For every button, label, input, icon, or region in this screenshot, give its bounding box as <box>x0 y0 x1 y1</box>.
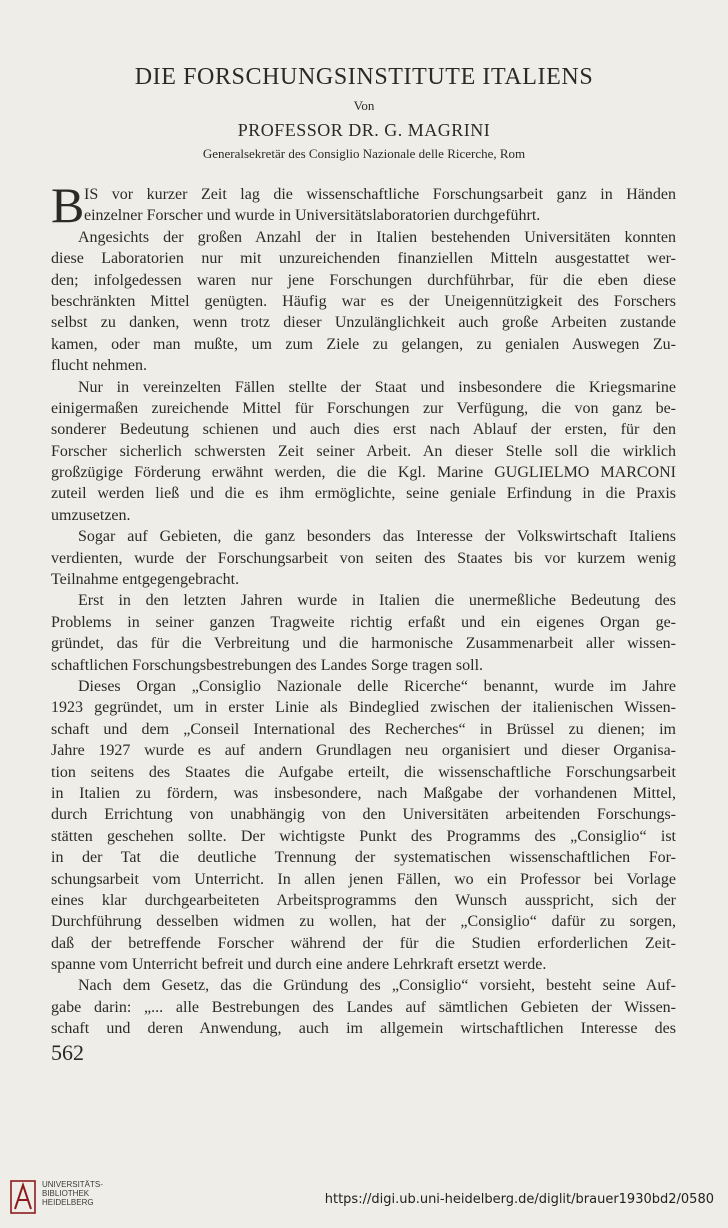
text-line: kamen, oder man mußte, um zum Ziele zu gelangen, zu genialen Auswegen Zu- <box>51 335 676 353</box>
text-line: Dieses Organ „Consiglio Nazionale delle Ricerche“ benannt, wurde im Jahre <box>78 677 676 695</box>
text-line: Nur in vereinzelten Fällen stellte der Staat und insbesondere die Kriegsmarine <box>78 378 676 396</box>
text-line: durch Errichtung von unabhängig von den Universitäten arbeitenden Forschungs- <box>51 806 676 824</box>
text-line: eines klar durchgearbeiteten Arbeitsprogramms den Wunsch ausspricht, sich der <box>51 891 676 909</box>
text-line: Durchführung desselben widmen zu wollen, hat der „Consiglio“ dafür zu sorgen, <box>51 913 676 931</box>
text-line: Problems in seiner ganzen Tragweite richtig erfaßt und ein eigenes Organ ge- <box>51 613 676 631</box>
text-line: schaft und dem „Conseil International des Recherches“ in Brüssel zu dienen; im <box>51 720 676 738</box>
library-footer <box>0 1168 728 1228</box>
text-line: Forscher sicherlich schwersten Zeit seiner Arbeit. An dieser Stelle soll die wirklich <box>51 442 676 460</box>
text-line: tion seitens des Staates die Aufgabe erteilt, die wissenschaftliche Forschungsarbeit <box>51 763 676 781</box>
text-line: sonderer Bedeutung schienen und auch dies erst nach Ablauf der ersten, für den <box>51 421 676 439</box>
text-line: gabe darin: „... alle Bestrebungen des Landes auf sämtlichen Gebieten der Wissen- <box>51 998 676 1016</box>
text-line: Erst in den letzten Jahren wurde in Italien die unermeßliche Bedeutung des <box>78 592 676 610</box>
drop-cap: B <box>51 177 85 233</box>
byline-von: Von <box>353 98 375 113</box>
text-line: schungsarbeit vom Unterricht. In allen jenen Fällen, wo ein Professor bei Vorlage <box>51 870 676 888</box>
text-line: Jahre 1927 wurde es auf andern Grundlagen neu organisiert und dieser Organisa- <box>51 742 676 760</box>
text-line: spanne vom Unterricht befreit und durch eine andere Lehrkraft ersetzt werde. <box>51 956 547 974</box>
text-line: großzügige Förderung erwähnt werden, die die Kgl. Marine GUGLIELMO MARCONI <box>51 464 676 482</box>
text-line: selbst zu danken, wenn trotz dieser Unzulänglichkeit auch große Arbeiten zustande <box>51 314 676 332</box>
text-line: Teilnahme entgegengebracht. <box>51 571 240 589</box>
article-title: DIE FORSCHUNGSINSTITUTE ITALIENS <box>134 64 594 90</box>
text-line: schaftlichen Forschungsbestrebungen des Landes Sorge tragen soll. <box>51 656 484 674</box>
text-line: IS vor kurzer Zeit lag die wissenschaftliche Forschungsarbeit ganz in Händen <box>84 186 676 203</box>
text-line: schaft und deren Anwendung, auch im allgemein wirtschaftlichen Interesse des <box>51 1020 676 1038</box>
text-line: in Italien zu fördern, was insbesondere, nach Maßgabe der vorhandenen Mittel, <box>51 784 676 802</box>
text-line: beschränkten Mittel genügten. Häufig war es der Uneigennützigkeit des Forschers <box>51 292 676 310</box>
library-name-line: UNIVERSITÄTS- <box>42 1180 103 1189</box>
library-name <box>42 1180 103 1207</box>
text-line: umzusetzen. <box>51 506 131 524</box>
library-name-line: HEIDELBERG <box>42 1198 94 1207</box>
library-name-line: BIBLIOTHEK <box>42 1189 90 1198</box>
text-line: stätten geschehen sollte. Der wichtigste Punkt des Programms des „Consiglio“ ist <box>51 827 676 845</box>
text-line: zuteil werden ließ und die es ihm ermöglichte, seine geniale Erfindung in die Praxis <box>51 485 676 503</box>
text-line: Nach dem Gesetz, das die Gründung des „Consiglio“ vorsieht, besteht seine Auf- <box>78 977 676 995</box>
author-affiliation: Generalsekretär des Consiglio Nazionale delle Ricerche, Rom <box>202 146 526 161</box>
text-line: flucht nehmen. <box>51 357 147 375</box>
university-library-logo-icon <box>10 1180 36 1214</box>
page-number: 562 <box>51 1040 84 1065</box>
text-line: verdienten, wurde der Forschungsarbeit von seiten des Staates bis vor kurzem wenig <box>51 549 676 567</box>
text-line: einzelner Forscher und wurde in Universitätslaboratorien durchgeführt. <box>84 207 541 225</box>
text-line: Angesichts der großen Anzahl der in Italien bestehenden Universitäten konnten <box>78 228 676 246</box>
text-line: in der Tat die deutliche Trennung der systematischen wissenschaftlichen For- <box>51 849 676 867</box>
text-line: einigermaßen zureichende Mittel für Forschungen zur Verfügung, die von ganz be- <box>51 399 676 417</box>
body-text <box>51 177 676 1040</box>
text-line: daß der betreffende Forscher während der für die Studien erforderlichen Zeit- <box>51 934 676 952</box>
text-line: gründet, das für die Verbreitung und die harmonische Zusammenarbeit aller wissen- <box>51 635 676 653</box>
text-line: Sogar auf Gebieten, die ganz besonders das Interesse der Volkswirtschaft Italiens <box>78 528 676 546</box>
text-line: den; infolgedessen waren nur jene Forschungen durchführbar, für die eben diese <box>51 271 676 289</box>
author-name: PROFESSOR DR. G. MAGRINI <box>237 120 491 140</box>
permalink-url[interactable]: https://digi.ub.uni-heidelberg.de/diglit/brauer1930bd2/0580 <box>324 1192 714 1207</box>
text-line: 1923 gegründet, um in erster Linie als Bindeglied zwischen der italienischen Wissen- <box>51 699 676 717</box>
text-line: diese Laboratorien nur mit unzureichenden finanziellen Mitteln ausgestattet wer- <box>51 250 676 268</box>
